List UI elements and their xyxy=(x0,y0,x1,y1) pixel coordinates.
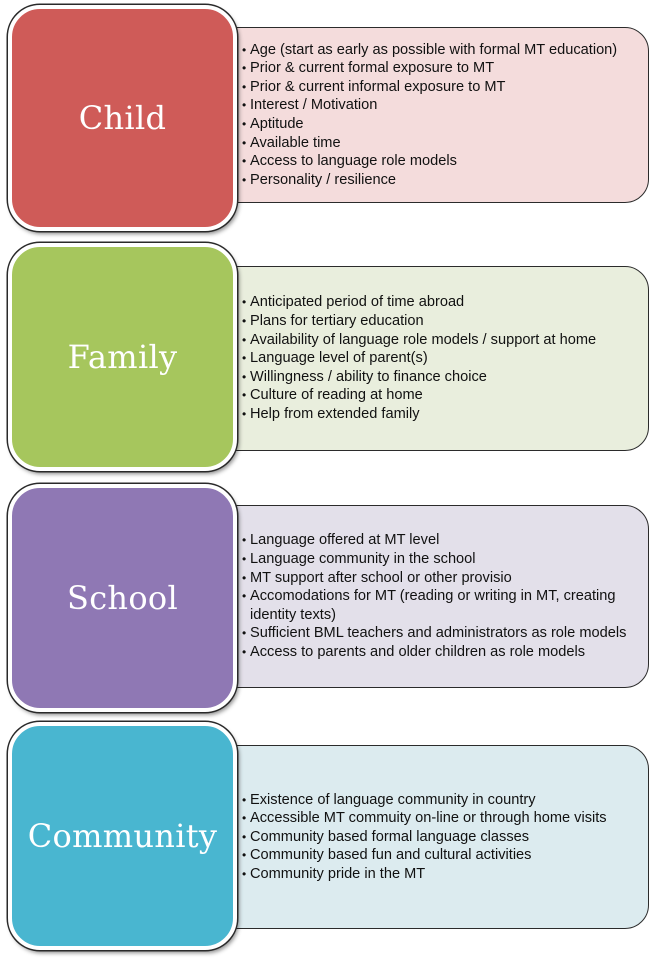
child-tile xyxy=(8,5,237,231)
list-item: • Willingness / ability to finance choice xyxy=(242,368,638,387)
child-factors-panel xyxy=(208,27,649,203)
family-factors-list xyxy=(242,293,638,423)
list-item: • Access to parents and older children as role models xyxy=(242,643,638,662)
list-item: • Plans for tertiary education xyxy=(242,312,638,331)
list-item: • Availability of language role models / support at home xyxy=(242,331,638,350)
school-factors-list xyxy=(242,531,638,661)
list-item: • Existence of language community in country xyxy=(242,791,638,810)
list-item: • Culture of reading at home xyxy=(242,386,638,405)
community-tile xyxy=(8,722,237,950)
list-item: • Community pride in the MT xyxy=(242,865,638,884)
community-factors-list xyxy=(242,791,638,884)
family-tile xyxy=(8,243,237,471)
list-item: • Age (start as early as possible with formal MT education) xyxy=(242,41,638,60)
list-item: • Community based formal language classes xyxy=(242,828,638,847)
list-item: • Access to language role models xyxy=(242,152,638,171)
list-item: • Accomodations for MT (reading or writing in MT, creating identity texts) xyxy=(242,587,638,624)
list-item: • Available time xyxy=(242,134,638,153)
list-item: • Aptitude xyxy=(242,115,638,134)
list-item: • Language community in the school xyxy=(242,550,638,569)
list-item: • Prior & current formal exposure to MT xyxy=(242,59,638,78)
family-factors-panel xyxy=(208,266,649,451)
child-factors-list xyxy=(242,41,638,190)
list-item: • Accessible MT commuity on-line or through home visits xyxy=(242,809,638,828)
child-title: Child xyxy=(78,99,167,137)
list-item: • Sufficient BML teachers and administrators as role models xyxy=(242,624,638,643)
list-item: • Prior & current informal exposure to MT xyxy=(242,78,638,97)
list-item: • Language offered at MT level xyxy=(242,531,638,550)
list-item: • Interest / Motivation xyxy=(242,96,638,115)
community-factors-panel xyxy=(208,745,649,929)
school-factors-panel xyxy=(208,505,649,688)
list-item: • Personality / resilience xyxy=(242,171,638,190)
list-item: • Anticipated period of time abroad xyxy=(242,293,638,312)
list-item: • Community based fun and cultural activities xyxy=(242,846,638,865)
list-item: • MT support after school or other provisio xyxy=(242,569,638,588)
school-title: School xyxy=(66,579,179,617)
school-tile xyxy=(8,484,237,712)
list-item: • Language level of parent(s) xyxy=(242,349,638,368)
community-title: Community xyxy=(27,817,218,855)
family-title: Family xyxy=(67,338,178,376)
list-item: • Help from extended family xyxy=(242,405,638,424)
